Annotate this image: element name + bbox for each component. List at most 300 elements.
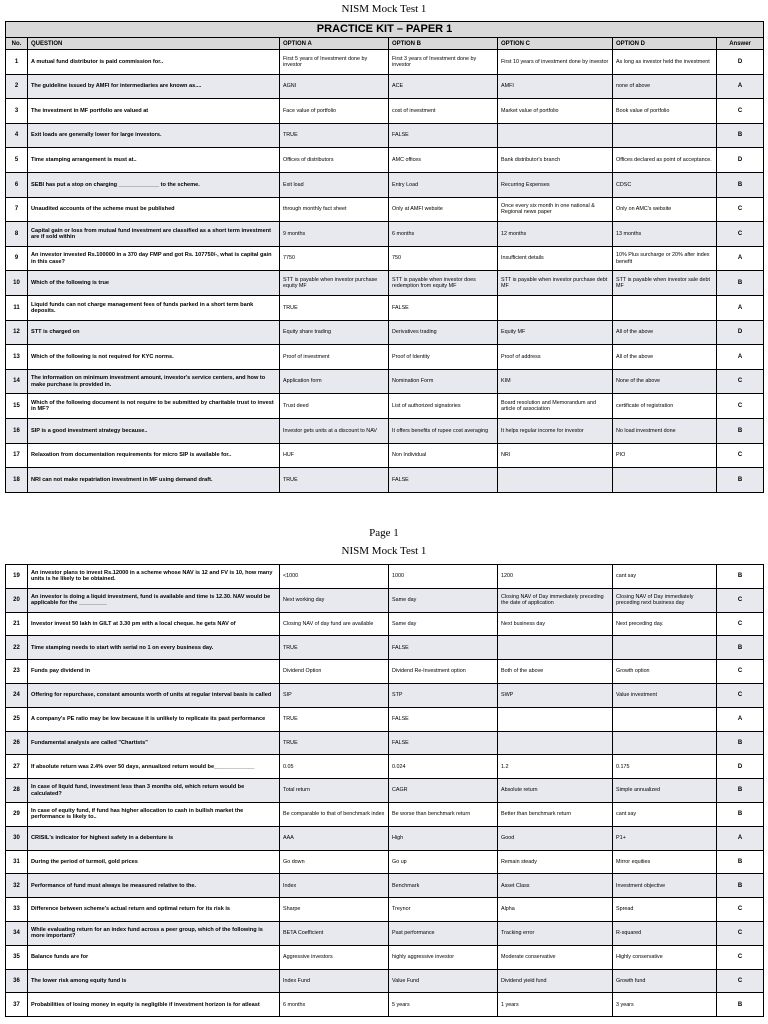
question-text: Balance funds are for [28, 945, 280, 969]
option-d: Next preceding day. [613, 612, 717, 636]
option-d: Highly conservative [613, 945, 717, 969]
table-row [6, 921, 764, 945]
option-d: 3 years [613, 993, 717, 1017]
option-a: Sharpe [280, 898, 389, 922]
answer: D [717, 148, 764, 173]
option-c: Market value of portfolio [498, 99, 613, 124]
option-c: Both of the above [498, 660, 613, 684]
question-number: 13 [6, 345, 28, 370]
option-d [613, 123, 717, 148]
option-a: TRUE [280, 295, 389, 320]
table-row [6, 271, 764, 296]
option-c: 12 months [498, 222, 613, 247]
question-number: 29 [6, 802, 28, 826]
table-row [6, 74, 764, 99]
option-c: First 10 years of investment done by investor [498, 50, 613, 75]
option-b: Dividend Re-Investment option [389, 660, 498, 684]
question-number: 31 [6, 850, 28, 874]
table-row [6, 588, 764, 612]
option-c [498, 468, 613, 493]
option-c: Board resolution and Memorandum and article of association [498, 394, 613, 419]
option-b: highly aggressive investor [389, 945, 498, 969]
option-c: AMFI [498, 74, 613, 99]
option-c [498, 636, 613, 660]
table-row [6, 222, 764, 247]
question-number: 12 [6, 320, 28, 345]
option-d: cant say [613, 565, 717, 589]
option-c: 1 years [498, 993, 613, 1017]
option-b: Entry Load [389, 172, 498, 197]
option-b: FALSE [389, 707, 498, 731]
option-b: Proof of Identity [389, 345, 498, 370]
header-option-d: OPTION D [613, 38, 717, 50]
option-a: Application form [280, 369, 389, 394]
option-b: cost of investment [389, 99, 498, 124]
option-c: Bank distributor's branch [498, 148, 613, 173]
question-text: Liquid funds can not charge management fees of funds parked in a short term bank deposits. [28, 295, 280, 320]
answer: C [717, 898, 764, 922]
option-d: Investment objective [613, 874, 717, 898]
table-row [6, 898, 764, 922]
question-text: Offering for repurchase, constant amounts worth of units at regular interval basis is called [28, 683, 280, 707]
header-option-a: OPTION A [280, 38, 389, 50]
option-c: It helps regular income for investor [498, 418, 613, 443]
question-text: Fundamental analysis are called "Chartists" [28, 731, 280, 755]
option-b: Benchmark [389, 874, 498, 898]
table-row [6, 683, 764, 707]
answer: B [717, 779, 764, 803]
question-number: 7 [6, 197, 28, 222]
answer: C [717, 588, 764, 612]
option-a: Exit load [280, 172, 389, 197]
question-text: During the period of turmoil, gold prices [28, 850, 280, 874]
question-text: NRI can not make repatriation investment in MF using demand draft. [28, 468, 280, 493]
table-row [6, 468, 764, 493]
document-title-page-2: NISM Mock Test 1 [341, 545, 427, 557]
question-number: 21 [6, 612, 28, 636]
question-number: 14 [6, 369, 28, 394]
option-c [498, 731, 613, 755]
question-number: 26 [6, 731, 28, 755]
option-d: Only on AMC's website [613, 197, 717, 222]
question-number: 30 [6, 826, 28, 850]
question-text: Difference between scheme's actual return and optimal return for its risk is [28, 898, 280, 922]
question-text: A company's PE ratio may be low because it is unlikely to replicate its past performance [28, 707, 280, 731]
option-b: Non Individual [389, 443, 498, 468]
option-a: 0.05 [280, 755, 389, 779]
answer: C [717, 969, 764, 993]
option-a: SIP [280, 683, 389, 707]
option-a: through monthly fact sheet [280, 197, 389, 222]
table-row [6, 99, 764, 124]
option-a: TRUE [280, 468, 389, 493]
option-a: BETA Coefficient [280, 921, 389, 945]
option-d: None of the above [613, 369, 717, 394]
option-c: STT is payable when investor purchase debt MF [498, 271, 613, 296]
answer: C [717, 99, 764, 124]
option-c: Next business day [498, 612, 613, 636]
option-b: Be worse than benchmark return [389, 802, 498, 826]
option-d: All of the above [613, 320, 717, 345]
header-answer: Answer [717, 38, 764, 50]
option-b: 6 months [389, 222, 498, 247]
question-number: 9 [6, 246, 28, 271]
table-row [6, 755, 764, 779]
option-a: TRUE [280, 731, 389, 755]
option-b: CAGR [389, 779, 498, 803]
table-row [6, 418, 764, 443]
option-d: PIO [613, 443, 717, 468]
question-text: The guideline issued by AMFI for intermediaries are known as.... [28, 74, 280, 99]
answer: C [717, 660, 764, 684]
option-b: Only at AMFI website [389, 197, 498, 222]
answer: C [717, 443, 764, 468]
option-a: Proof of investment [280, 345, 389, 370]
option-b: Go up [389, 850, 498, 874]
option-a: 9 months [280, 222, 389, 247]
option-d: Value investment [613, 683, 717, 707]
table-row [6, 850, 764, 874]
option-a: Total return [280, 779, 389, 803]
option-c: Insufficient details [498, 246, 613, 271]
question-text: Time stamping arrangement is must at.. [28, 148, 280, 173]
option-a: Trust deed [280, 394, 389, 419]
option-d: none of above [613, 74, 717, 99]
question-text: An investor plans to invest Rs.12000 in a scheme whose NAV is 12 and FV is 10, how many units is he likely to be obtained. [28, 565, 280, 589]
option-c: NRI [498, 443, 613, 468]
option-d: Simple annualized [613, 779, 717, 803]
question-text: If absolute return was 2.4% over 50 days, annualized return would be_____________ [28, 755, 280, 779]
answer: B [717, 123, 764, 148]
answer: A [717, 826, 764, 850]
option-a: AAA [280, 826, 389, 850]
question-number: 19 [6, 565, 28, 589]
option-a: AGNI [280, 74, 389, 99]
option-c [498, 707, 613, 731]
table-row [6, 320, 764, 345]
question-number: 2 [6, 74, 28, 99]
question-text: In case of equity fund, if fund has higher allocation to cash in bullish market the performance is likely to.. [28, 802, 280, 826]
answer: C [717, 612, 764, 636]
option-d: cant say [613, 802, 717, 826]
question-text: The investment in MF portfolio are valued at [28, 99, 280, 124]
answer: C [717, 369, 764, 394]
question-table-page-2 [5, 564, 764, 1017]
option-d: Closing NAV of Day immediately preceding next business day [613, 588, 717, 612]
answer: C [717, 394, 764, 419]
option-a: TRUE [280, 636, 389, 660]
option-c [498, 295, 613, 320]
option-c: SWP [498, 683, 613, 707]
option-c: Moderate conservative [498, 945, 613, 969]
question-text: The information on minimum investment amount, investor's service centers, and how to make purchase is provided in. [28, 369, 280, 394]
option-a: First 5 years of Investment done by investor [280, 50, 389, 75]
question-number: 33 [6, 898, 28, 922]
question-text: CRISIL's indicator for highest safety in a debenture is [28, 826, 280, 850]
answer: B [717, 418, 764, 443]
option-c: 1200 [498, 565, 613, 589]
question-number: 35 [6, 945, 28, 969]
question-number: 17 [6, 443, 28, 468]
option-b: 0.024 [389, 755, 498, 779]
question-text: Capital gain or loss from mutual fund investment are classified as a short term investment are if sold within [28, 222, 280, 247]
option-b: List of authorized signatories [389, 394, 498, 419]
option-b: First 3 years of Investment done by investor [389, 50, 498, 75]
question-text: Which of the following is not required for KYC norms. [28, 345, 280, 370]
question-text: Unaudited accounts of the scheme must be published [28, 197, 280, 222]
answer: A [717, 707, 764, 731]
option-b: Past performance [389, 921, 498, 945]
table-row [6, 707, 764, 731]
option-d: 0.175 [613, 755, 717, 779]
table-row [6, 731, 764, 755]
option-c: KIM [498, 369, 613, 394]
option-a: TRUE [280, 707, 389, 731]
option-a: Face value of portfolio [280, 99, 389, 124]
answer: D [717, 50, 764, 75]
option-c: Tracking error [498, 921, 613, 945]
option-b: 5 years [389, 993, 498, 1017]
answer: A [717, 295, 764, 320]
table-row [6, 172, 764, 197]
answer: C [717, 197, 764, 222]
table-row [6, 969, 764, 993]
option-b: Nomination Form [389, 369, 498, 394]
answer: A [717, 74, 764, 99]
header-option-c: OPTION C [498, 38, 613, 50]
option-a: HUF [280, 443, 389, 468]
table-row [6, 636, 764, 660]
option-b: FALSE [389, 468, 498, 493]
question-number: 25 [6, 707, 28, 731]
question-number: 1 [6, 50, 28, 75]
answer: D [717, 320, 764, 345]
option-a: Index Fund [280, 969, 389, 993]
table-row [6, 443, 764, 468]
question-text: Which of the following document is not require to be submitted by charitable trust to invest in MF? [28, 394, 280, 419]
answer: C [717, 921, 764, 945]
question-number: 36 [6, 969, 28, 993]
answer: B [717, 874, 764, 898]
option-a: Investor gets units at a discount to NAV [280, 418, 389, 443]
question-number: 16 [6, 418, 28, 443]
question-text: The lower risk among equity fund is [28, 969, 280, 993]
question-text: Time stamping needs to start with serial no 1 on every business day. [28, 636, 280, 660]
question-text: Funds pay dividend in [28, 660, 280, 684]
option-a: Equity share trading [280, 320, 389, 345]
option-c: Proof of address [498, 345, 613, 370]
question-text: An investor invested Rs.100000 in a 370 day FMP and got Rs. 107750/-, what is capital gain in this case? [28, 246, 280, 271]
option-b: High [389, 826, 498, 850]
question-text: Performance of fund must always be measured relative to the. [28, 874, 280, 898]
option-b: 750 [389, 246, 498, 271]
answer: B [717, 172, 764, 197]
answer: B [717, 993, 764, 1017]
question-number: 28 [6, 779, 28, 803]
question-text: Exit loads are generally lower for large investors. [28, 123, 280, 148]
document-title: NISM Mock Test 1 [341, 3, 427, 15]
option-a: 6 months [280, 993, 389, 1017]
option-d: R-squared [613, 921, 717, 945]
option-b: ACE [389, 74, 498, 99]
option-d: CDSC [613, 172, 717, 197]
option-c: Absolute return [498, 779, 613, 803]
option-d: Spread [613, 898, 717, 922]
table-row [6, 802, 764, 826]
option-c: Closing NAV of Day immediately preceding the date of application [498, 588, 613, 612]
question-number: 24 [6, 683, 28, 707]
table-row [6, 993, 764, 1017]
option-c: 1.2 [498, 755, 613, 779]
table-row [6, 779, 764, 803]
question-text: SIP is a good investment strategy because.. [28, 418, 280, 443]
question-number: 34 [6, 921, 28, 945]
question-text: In case of liquid fund, investment less than 3 months old, which return would be calculated? [28, 779, 280, 803]
option-d: Growth option [613, 660, 717, 684]
option-d: All of the above [613, 345, 717, 370]
option-c: Better than benchmark return [498, 802, 613, 826]
option-d: As long as investor held the investment [613, 50, 717, 75]
question-text: Relaxation from documentation requirements for micro SIP is available for.. [28, 443, 280, 468]
option-d [613, 468, 717, 493]
answer: B [717, 802, 764, 826]
option-a: Offices of distributors [280, 148, 389, 173]
option-a: STT is payable when investor purchase equity MF [280, 271, 389, 296]
question-text: Which of the following is true [28, 271, 280, 296]
option-c: Remain steady [498, 850, 613, 874]
table-row [6, 660, 764, 684]
option-a: <1000 [280, 565, 389, 589]
question-text: Probabilities of losing money in equity is negligible if investment horizon is for atleast [28, 993, 280, 1017]
question-number: 37 [6, 993, 28, 1017]
option-a: Index [280, 874, 389, 898]
question-number: 23 [6, 660, 28, 684]
option-d: Book value of portfolio [613, 99, 717, 124]
question-number: 20 [6, 588, 28, 612]
answer: C [717, 945, 764, 969]
question-number: 10 [6, 271, 28, 296]
question-text: While evaluating return for an index fund across a peer group, which of the following is more important? [28, 921, 280, 945]
option-a: TRUE [280, 123, 389, 148]
table-row [6, 945, 764, 969]
question-number: 11 [6, 295, 28, 320]
answer: B [717, 565, 764, 589]
table-row [6, 394, 764, 419]
question-text: SEBI has put a stop on charging _____________ to the scheme. [28, 172, 280, 197]
question-number: 5 [6, 148, 28, 173]
question-text: Investor invest 50 lakh in GILT at 3.30 pm with a local cheque. he gets NAV of [28, 612, 280, 636]
table-row [6, 50, 764, 75]
option-b: FALSE [389, 295, 498, 320]
table-row [6, 295, 764, 320]
option-d: P1+ [613, 826, 717, 850]
answer: D [717, 755, 764, 779]
option-b: FALSE [389, 123, 498, 148]
option-d: Growth fund [613, 969, 717, 993]
option-a: Dividend Option [280, 660, 389, 684]
option-a: Be comparable to that of benchmark index [280, 802, 389, 826]
option-c: Asset Class [498, 874, 613, 898]
question-table-page-1 [5, 21, 764, 493]
table-row [6, 612, 764, 636]
question-number: 4 [6, 123, 28, 148]
question-text: A mutual fund distributor is paid commission for.. [28, 50, 280, 75]
option-a: Aggressive investors [280, 945, 389, 969]
table-row [6, 148, 764, 173]
question-text: An investor is doing a liquid investment, fund is available and time is 12.30. NAV would be applicable for the _________ [28, 588, 280, 612]
question-number: 3 [6, 99, 28, 124]
option-d [613, 295, 717, 320]
option-b: Treynor [389, 898, 498, 922]
answer: B [717, 271, 764, 296]
question-number: 22 [6, 636, 28, 660]
table-row [6, 123, 764, 148]
option-b: 1000 [389, 565, 498, 589]
table-row [6, 345, 764, 370]
option-d: 13 months [613, 222, 717, 247]
option-c: Equity MF [498, 320, 613, 345]
option-c: Once every six month in one national & Regional news paper [498, 197, 613, 222]
table-row [6, 565, 764, 589]
question-number: 6 [6, 172, 28, 197]
option-d: 10% Plus surcharge or 20% after index benefit [613, 246, 717, 271]
option-a: Go down [280, 850, 389, 874]
option-b: FALSE [389, 636, 498, 660]
option-c: Recurring Expenses [498, 172, 613, 197]
option-d: certificate of registration [613, 394, 717, 419]
option-b: AMC offices [389, 148, 498, 173]
option-a: Next working day [280, 588, 389, 612]
question-text: STT is charged on [28, 320, 280, 345]
table-row [6, 369, 764, 394]
table-row [6, 874, 764, 898]
option-b: STT is payable when investor does redemption from equity MF [389, 271, 498, 296]
option-d: Offices declared as point of acceptance. [613, 148, 717, 173]
option-a: 7750 [280, 246, 389, 271]
question-number: 32 [6, 874, 28, 898]
option-d [613, 636, 717, 660]
answer: B [717, 468, 764, 493]
option-c: Alpha [498, 898, 613, 922]
option-b: Derivatives trading [389, 320, 498, 345]
question-number: 8 [6, 222, 28, 247]
option-b: Value Fund [389, 969, 498, 993]
answer: B [717, 850, 764, 874]
header-option-b: OPTION B [389, 38, 498, 50]
answer: B [717, 636, 764, 660]
option-b: FALSE [389, 731, 498, 755]
table-row [6, 197, 764, 222]
option-d [613, 731, 717, 755]
header-question: QUESTION [28, 38, 280, 50]
header-no: No. [6, 38, 28, 50]
page-number: Page 1 [369, 527, 399, 539]
option-c: Dividend yield fund [498, 969, 613, 993]
option-b: Same day [389, 612, 498, 636]
option-b: STP [389, 683, 498, 707]
option-d: STT is payable when investor sale debt MF [613, 271, 717, 296]
table-row [6, 826, 764, 850]
question-number: 18 [6, 468, 28, 493]
question-number: 15 [6, 394, 28, 419]
answer: B [717, 731, 764, 755]
practice-kit-title: PRACTICE KIT – PAPER 1 [6, 22, 764, 38]
option-b: It offers benefits of rupee cost averaging [389, 418, 498, 443]
answer: C [717, 683, 764, 707]
option-d [613, 707, 717, 731]
option-d: No load investment done [613, 418, 717, 443]
option-b: Same day [389, 588, 498, 612]
